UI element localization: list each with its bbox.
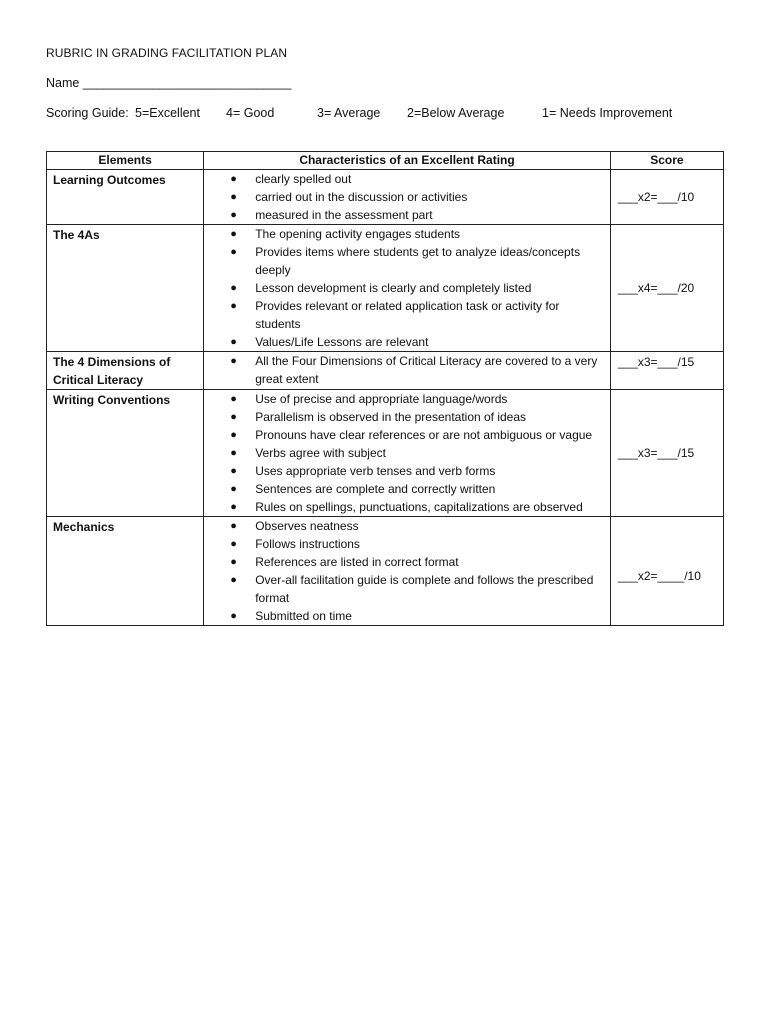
header-characteristics: Characteristics of an Excellent Rating — [204, 152, 611, 170]
header-elements: Elements — [47, 152, 204, 170]
bullet-icon: ● — [230, 209, 237, 221]
bullet-icon: ● — [230, 173, 237, 185]
list-item: ● Pronouns have clear references or are not ambiguous or vague — [230, 428, 593, 442]
element-cell: Learning Outcomes — [47, 170, 204, 225]
list-item: ● measured in the assessment part — [230, 208, 433, 222]
list-item: ● Uses appropriate verb tenses and verb forms — [230, 464, 496, 478]
characteristics-cell — [204, 517, 611, 626]
page-title: RUBRIC IN GRADING FACILITATION PLAN — [46, 46, 288, 60]
element-cell: The 4As — [47, 225, 204, 352]
characteristics-list — [204, 170, 610, 224]
score-cell: ___x3=___/15 — [610, 390, 723, 517]
list-item: ● References are listed in correct format — [230, 555, 459, 569]
bullet-icon: ● — [230, 538, 237, 550]
element-cell: The 4 Dimensions of Critical Literacy — [47, 352, 204, 390]
table-row — [47, 390, 724, 517]
scoring-guide-label: Scoring Guide: — [46, 106, 129, 120]
bullet-icon: ● — [230, 483, 237, 495]
characteristics-cell — [204, 352, 611, 390]
list-item: ● Submitted on time — [230, 609, 352, 623]
table-row — [47, 170, 724, 225]
bullet-icon: ● — [230, 393, 237, 405]
score-cell: ___x4=___/20 — [610, 225, 723, 352]
bullet-icon: ● — [230, 610, 237, 622]
list-item: ● clearly spelled out — [230, 172, 352, 186]
scoring-level-3: 3= Average — [317, 106, 381, 120]
scoring-level-5: 5=Excellent — [135, 106, 200, 120]
characteristics-list — [204, 390, 610, 516]
bullet-icon: ● — [230, 411, 237, 423]
bullet-icon: ● — [230, 300, 237, 312]
bullet-icon: ● — [230, 447, 237, 459]
characteristics-list — [204, 352, 610, 388]
table-row — [47, 517, 724, 626]
scoring-level-1: 1= Needs Improvement — [542, 106, 673, 120]
list-item: ● The opening activity engages students — [230, 227, 461, 241]
list-item: ● carried out in the discussion or activities — [230, 190, 468, 204]
list-item: ● All the Four Dimensions of Critical Literacy are covered to a very great extent — [230, 354, 598, 386]
characteristics-list — [204, 517, 610, 625]
list-item: ● Verbs agree with subject — [230, 446, 386, 460]
characteristics-cell — [204, 390, 611, 517]
bullet-icon: ● — [230, 574, 237, 586]
list-item: ● Lesson development is clearly and completely listed — [230, 281, 532, 295]
list-item: ● Follows instructions — [230, 537, 360, 551]
list-item: ● Observes neatness — [230, 519, 359, 533]
bullet-icon: ● — [230, 282, 237, 294]
list-item: ● Rules on spellings, punctuations, capitalizations are observed — [230, 500, 583, 514]
bullet-icon: ● — [230, 520, 237, 532]
score-cell: ___x2=___/10 — [610, 170, 723, 225]
list-item: ● Parallelism is observed in the presentation of ideas — [230, 410, 527, 424]
characteristics-cell — [204, 170, 611, 225]
table-row — [47, 225, 724, 352]
list-item: ● Provides items where students get to analyze ideas/concepts deeply — [230, 245, 581, 277]
bullet-icon: ● — [230, 429, 237, 441]
list-item: ● Provides relevant or related application task or activity for students — [230, 299, 560, 331]
bullet-icon: ● — [230, 228, 237, 240]
list-item: ● Values/Life Lessons are relevant — [230, 335, 429, 349]
bullet-icon: ● — [230, 336, 237, 348]
table-header-row — [47, 152, 724, 170]
bullet-icon: ● — [230, 465, 237, 477]
list-item: ● Sentences are complete and correctly written — [230, 482, 496, 496]
bullet-icon: ● — [230, 556, 237, 568]
rubric-table — [46, 151, 724, 626]
bullet-icon: ● — [230, 501, 237, 513]
scoring-level-2: 2=Below Average — [407, 106, 505, 120]
characteristics-cell — [204, 225, 611, 352]
score-cell: ___x2=____/10 — [610, 517, 723, 626]
element-cell: Mechanics — [47, 517, 204, 626]
element-cell: Writing Conventions — [47, 390, 204, 517]
bullet-icon: ● — [230, 191, 237, 203]
header-score: Score — [610, 152, 723, 170]
characteristics-list — [204, 225, 610, 351]
table-row — [47, 352, 724, 390]
list-item: ● Over-all facilitation guide is complete and follows the prescribed format — [230, 573, 594, 605]
scoring-level-4: 4= Good — [226, 106, 275, 120]
name-field-line: Name ______________________________ — [46, 76, 292, 90]
list-item: ● Use of precise and appropriate language/words — [230, 392, 508, 406]
bullet-icon: ● — [230, 355, 237, 367]
bullet-icon: ● — [230, 246, 237, 258]
score-cell: ___x3=___/15 — [610, 352, 723, 390]
